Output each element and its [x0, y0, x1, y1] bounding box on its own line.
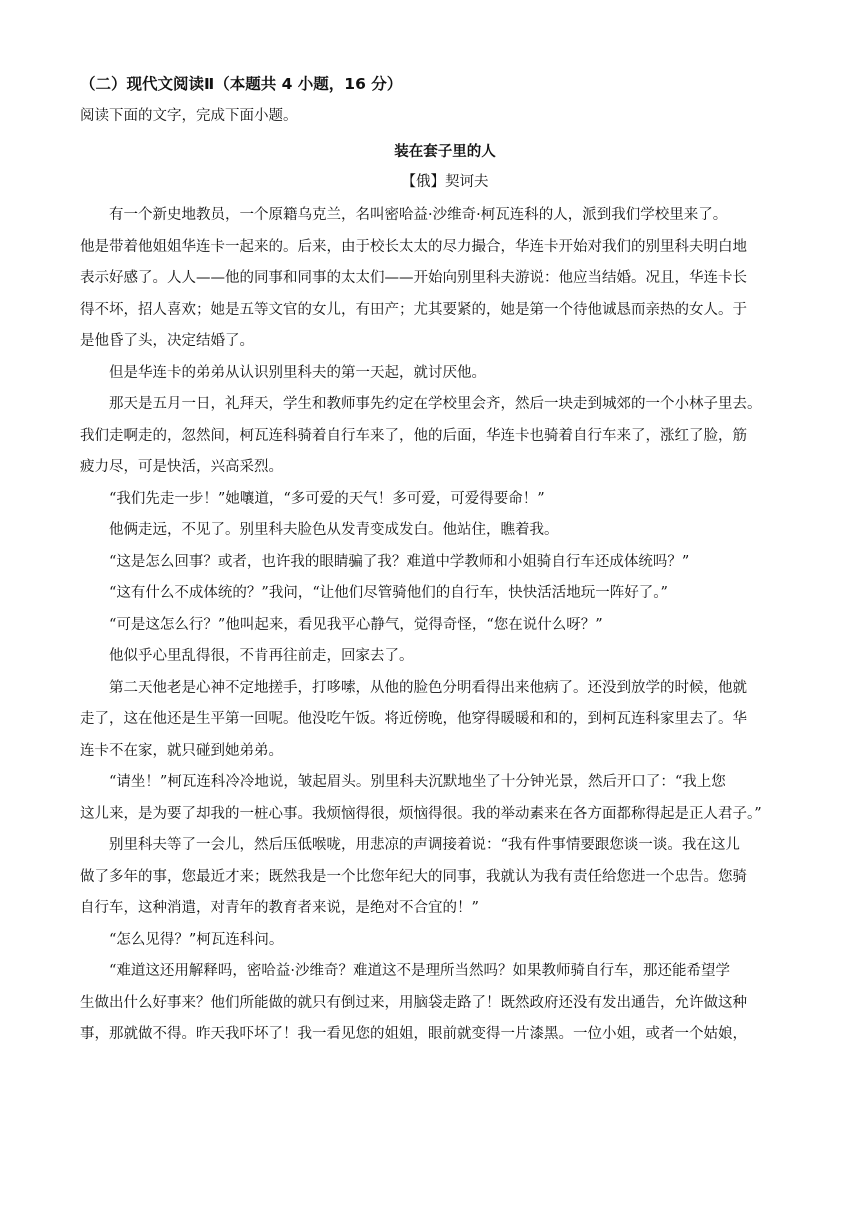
paragraph-line: “可是这怎么行？”他叫起来，看见我平心静气，觉得奇怪，“您在说什么呀？”: [109, 616, 603, 633]
paragraph-line: “这是怎么回事？或者，也许我的眼睛骗了我？难道中学教师和小姐骑自行车还成体统吗？”: [109, 553, 690, 570]
paragraph: [80, 484, 810, 516]
paragraph-line: 是他昏了头，决定结婚了。: [80, 333, 254, 349]
paragraph: [80, 358, 810, 390]
paragraph-line: 得不坏，招人喜欢；她是五等文官的女儿，有田产；尤其要紧的，她是第一个待他诚恳而亲热的女人。于: [80, 301, 747, 318]
paragraph-line: 连卡不在家，就只碰到她弟弟。: [80, 742, 283, 759]
paragraph: [80, 610, 810, 642]
instruction-text: 阅读下面的文字，完成下面小题。: [80, 108, 298, 124]
story-author: 【俄】契诃夫: [401, 174, 489, 190]
paragraph-line: 生做出什么好事来？他们所能做的就只有倒过来，用脑袋走路了！既然政府还没有发出通告，允许做这种: [80, 994, 747, 1011]
paragraph: [80, 925, 810, 957]
paragraph: [80, 830, 810, 925]
paragraph-line: “难道这还用解释吗，密哈益·沙维奇？难道这不是理所当然吗？如果教师骑自行车，那还能希望学: [109, 963, 731, 979]
paragraph-line: 走了，这在他还是生平第一回呢。他没吃午饭。将近傍晚，他穿得暖暖和和的，到柯瓦连科家里去了。华: [80, 711, 747, 727]
paragraph-line: 事，那就做不得。昨天我吓坏了！我一看见您的姐姐，眼前就变得一片漆黑。一位小姐，或者一个姑娘，: [80, 1026, 747, 1042]
paragraph-line: 但是华连卡的弟弟从认识别里科夫的第一天起，就讨厌他。: [109, 364, 486, 381]
paragraph-line: 他似乎心里乱得很，不肯再往前走，回家去了。: [109, 648, 414, 664]
paragraph: [80, 578, 810, 610]
paragraph-line: “我们先走一步！”她嚷道，“多可爱的天气！多可爱，可爱得要命！”: [109, 490, 545, 507]
paragraph: [80, 767, 810, 830]
paragraph-line: 那天是五月一日，礼拜天，学生和教师事先约定在学校里会齐，然后一块走到城郊的一个小林子里去。: [109, 396, 762, 412]
paragraph: [80, 200, 810, 358]
paragraph-line: 他俩走远，不见了。别里科夫脸色从发青变成发白。他站住，瞧着我。: [109, 522, 559, 538]
paragraph-line: 自行车，这种消遣，对青年的教育者来说，是绝对不合宜的！”: [80, 900, 479, 916]
paragraph-line: 有一个新史地教员，一个原籍乌克兰，名叫密哈益·沙维奇·柯瓦连科的人，派到我们学校里来了。: [109, 207, 728, 223]
paragraph: [80, 641, 810, 673]
paragraph-line: 这儿来，是为要了却我的一桩心事。我烦恼得很，烦恼得很。我的举动素来在各方面都称得起是正人君子。”: [80, 805, 762, 822]
paragraph-line: “怎么见得？”柯瓦连科问。: [109, 931, 284, 948]
document-page: [80, 72, 810, 1051]
paragraph: [80, 515, 810, 547]
paragraph-line: 我们走啊走的，忽然间，柯瓦连科骑着自行车来了，他的后面，华连卡也骑着自行车来了，涨红了脸，筋: [80, 427, 747, 444]
paragraph-line: 他是带着他姐姐华连卡一起来的。后来，由于校长太太的尽力撮合，华连卡开始对我们的别里科夫明白地: [80, 238, 747, 255]
paragraph: [80, 956, 810, 1051]
paragraph: [80, 389, 810, 484]
story-title: 装在套子里的人: [394, 144, 496, 160]
paragraph: [80, 673, 810, 768]
paragraph-line: “请坐！”柯瓦连科冷冷地说，皱起眉头。别里科夫沉默地坐了十分钟光景，然后开口了：“我上您: [109, 774, 726, 790]
paragraph-line: 疲力尽，可是快活，兴高采烈。: [80, 459, 283, 475]
section-heading: （二）现代文阅读Ⅱ（本题共 4 小题，16 分）: [80, 75, 403, 93]
paragraph-line: 别里科夫等了一会儿，然后压低喉咙，用悲凉的声调接着说：“我有件事情要跟您谈一谈。我在这儿: [109, 837, 740, 853]
paragraph-line: 表示好感了。人人——他的同事和同事的太太们——开始向别里科夫游说：他应当结婚。况且，华连卡长: [80, 270, 747, 286]
paragraph-line: 第二天他老是心神不定地搓手，打哆嗦，从他的脸色分明看得出来他病了。还没到放学的时候，他就: [109, 679, 747, 696]
paragraph: [80, 547, 810, 579]
paragraph-line: 做了多年的事，您最近才来；既然我是一个比您年纪大的同事，我就认为我有责任给您进一个忠告。您骑: [80, 868, 747, 885]
story-body: [80, 200, 810, 1051]
paragraph-line: “这有什么不成体统的？”我问，“让他们尽管骑他们的自行车，快快活活地玩一阵好了。”: [109, 585, 668, 601]
